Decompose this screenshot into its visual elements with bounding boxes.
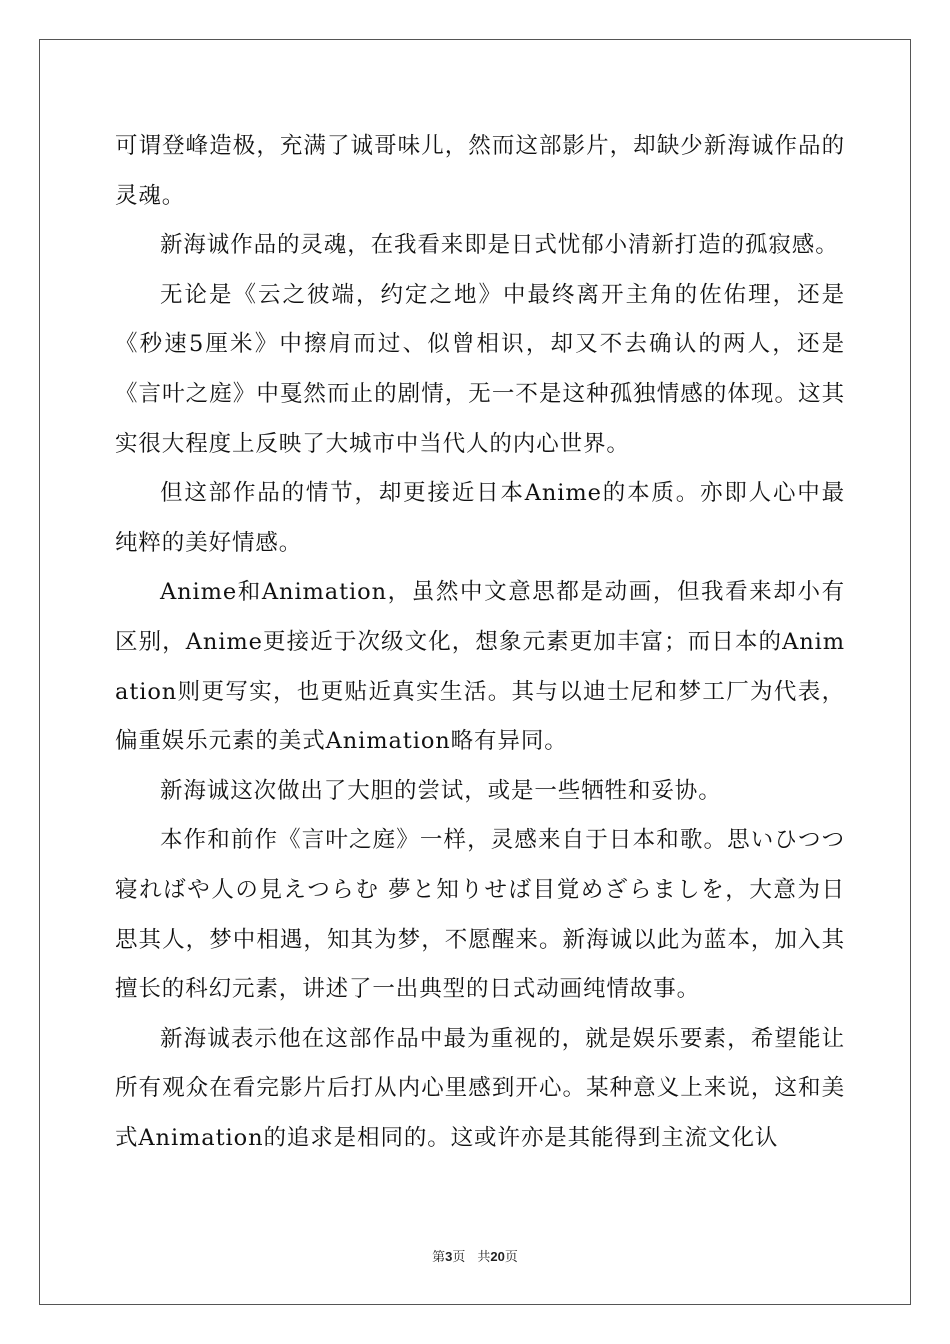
total-pages: 20 <box>490 1249 505 1264</box>
page-suffix: 页 <box>452 1250 466 1265</box>
page-number: 3 <box>445 1249 453 1264</box>
page-indicator <box>432 1250 465 1265</box>
total-suffix: 页 <box>504 1250 518 1265</box>
paragraph-1: 可谓登峰造极，充满了诚哥味儿，然而这部影片，却缺少新海诚作品的灵魂。 <box>115 133 845 209</box>
paragraph-5: Anime和Animation，虽然中文意思都是动画，但我看来却小有区别，Anime更接近于次级文化，想象元素更加丰富；而日本的Animation则更写实，也更贴近真实生活。其与以迪士尼和梦工厂为代表，偏重娱乐元素的美式Animation略有异同。 <box>115 579 845 755</box>
paragraph-8: 新海诚表示他在这部作品中最为重视的，就是娱乐要素，希望能让所有观众在看完影片后打从内心里感到开心。某种意义上来说，这和美式Animation的追求是相同的。这或许亦是其能得到主流文化认 <box>115 1025 845 1151</box>
paragraph-6: 新海诚这次做出了大胆的尝试，或是一些牺牲和妥协。 <box>160 777 722 804</box>
total-pages-indicator <box>477 1250 518 1265</box>
page-prefix: 第 <box>432 1250 446 1265</box>
page-footer <box>0 1248 950 1267</box>
total-prefix: 共 <box>477 1250 491 1265</box>
paragraph-2: 新海诚作品的灵魂，在我看来即是日式忧郁小清新打造的孤寂感。 <box>160 232 839 259</box>
paragraph-3: 无论是《云之彼端，约定之地》中最终离开主角的佐佑理，还是《秒速5厘米》中擦肩而过、似曾相识，却又不去确认的两人，还是《言叶之庭》中戛然而止的剧情，无一不是这种孤独情感的体现。这其实很大程度上反映了大城市中当代人的内心世界。 <box>115 281 845 457</box>
document-body <box>115 122 845 1163</box>
paragraph-4: 但这部作品的情节，却更接近日本Anime的本质。亦即人心中最纯粹的美好情感。 <box>115 480 845 556</box>
paragraph-7: 本作和前作《言叶之庭》一样，灵感来自于日本和歌。思いひつつ寝ればや人の見えつらむ 夢と知りせば目覚めざらましを，大意为日思其人，梦中相遇，知其为梦，不愿醒来。新海诚以此为蓝本，加入其擅长的科幻元素，讲述了一出典型的日式动画纯情故事。 <box>115 827 845 1003</box>
